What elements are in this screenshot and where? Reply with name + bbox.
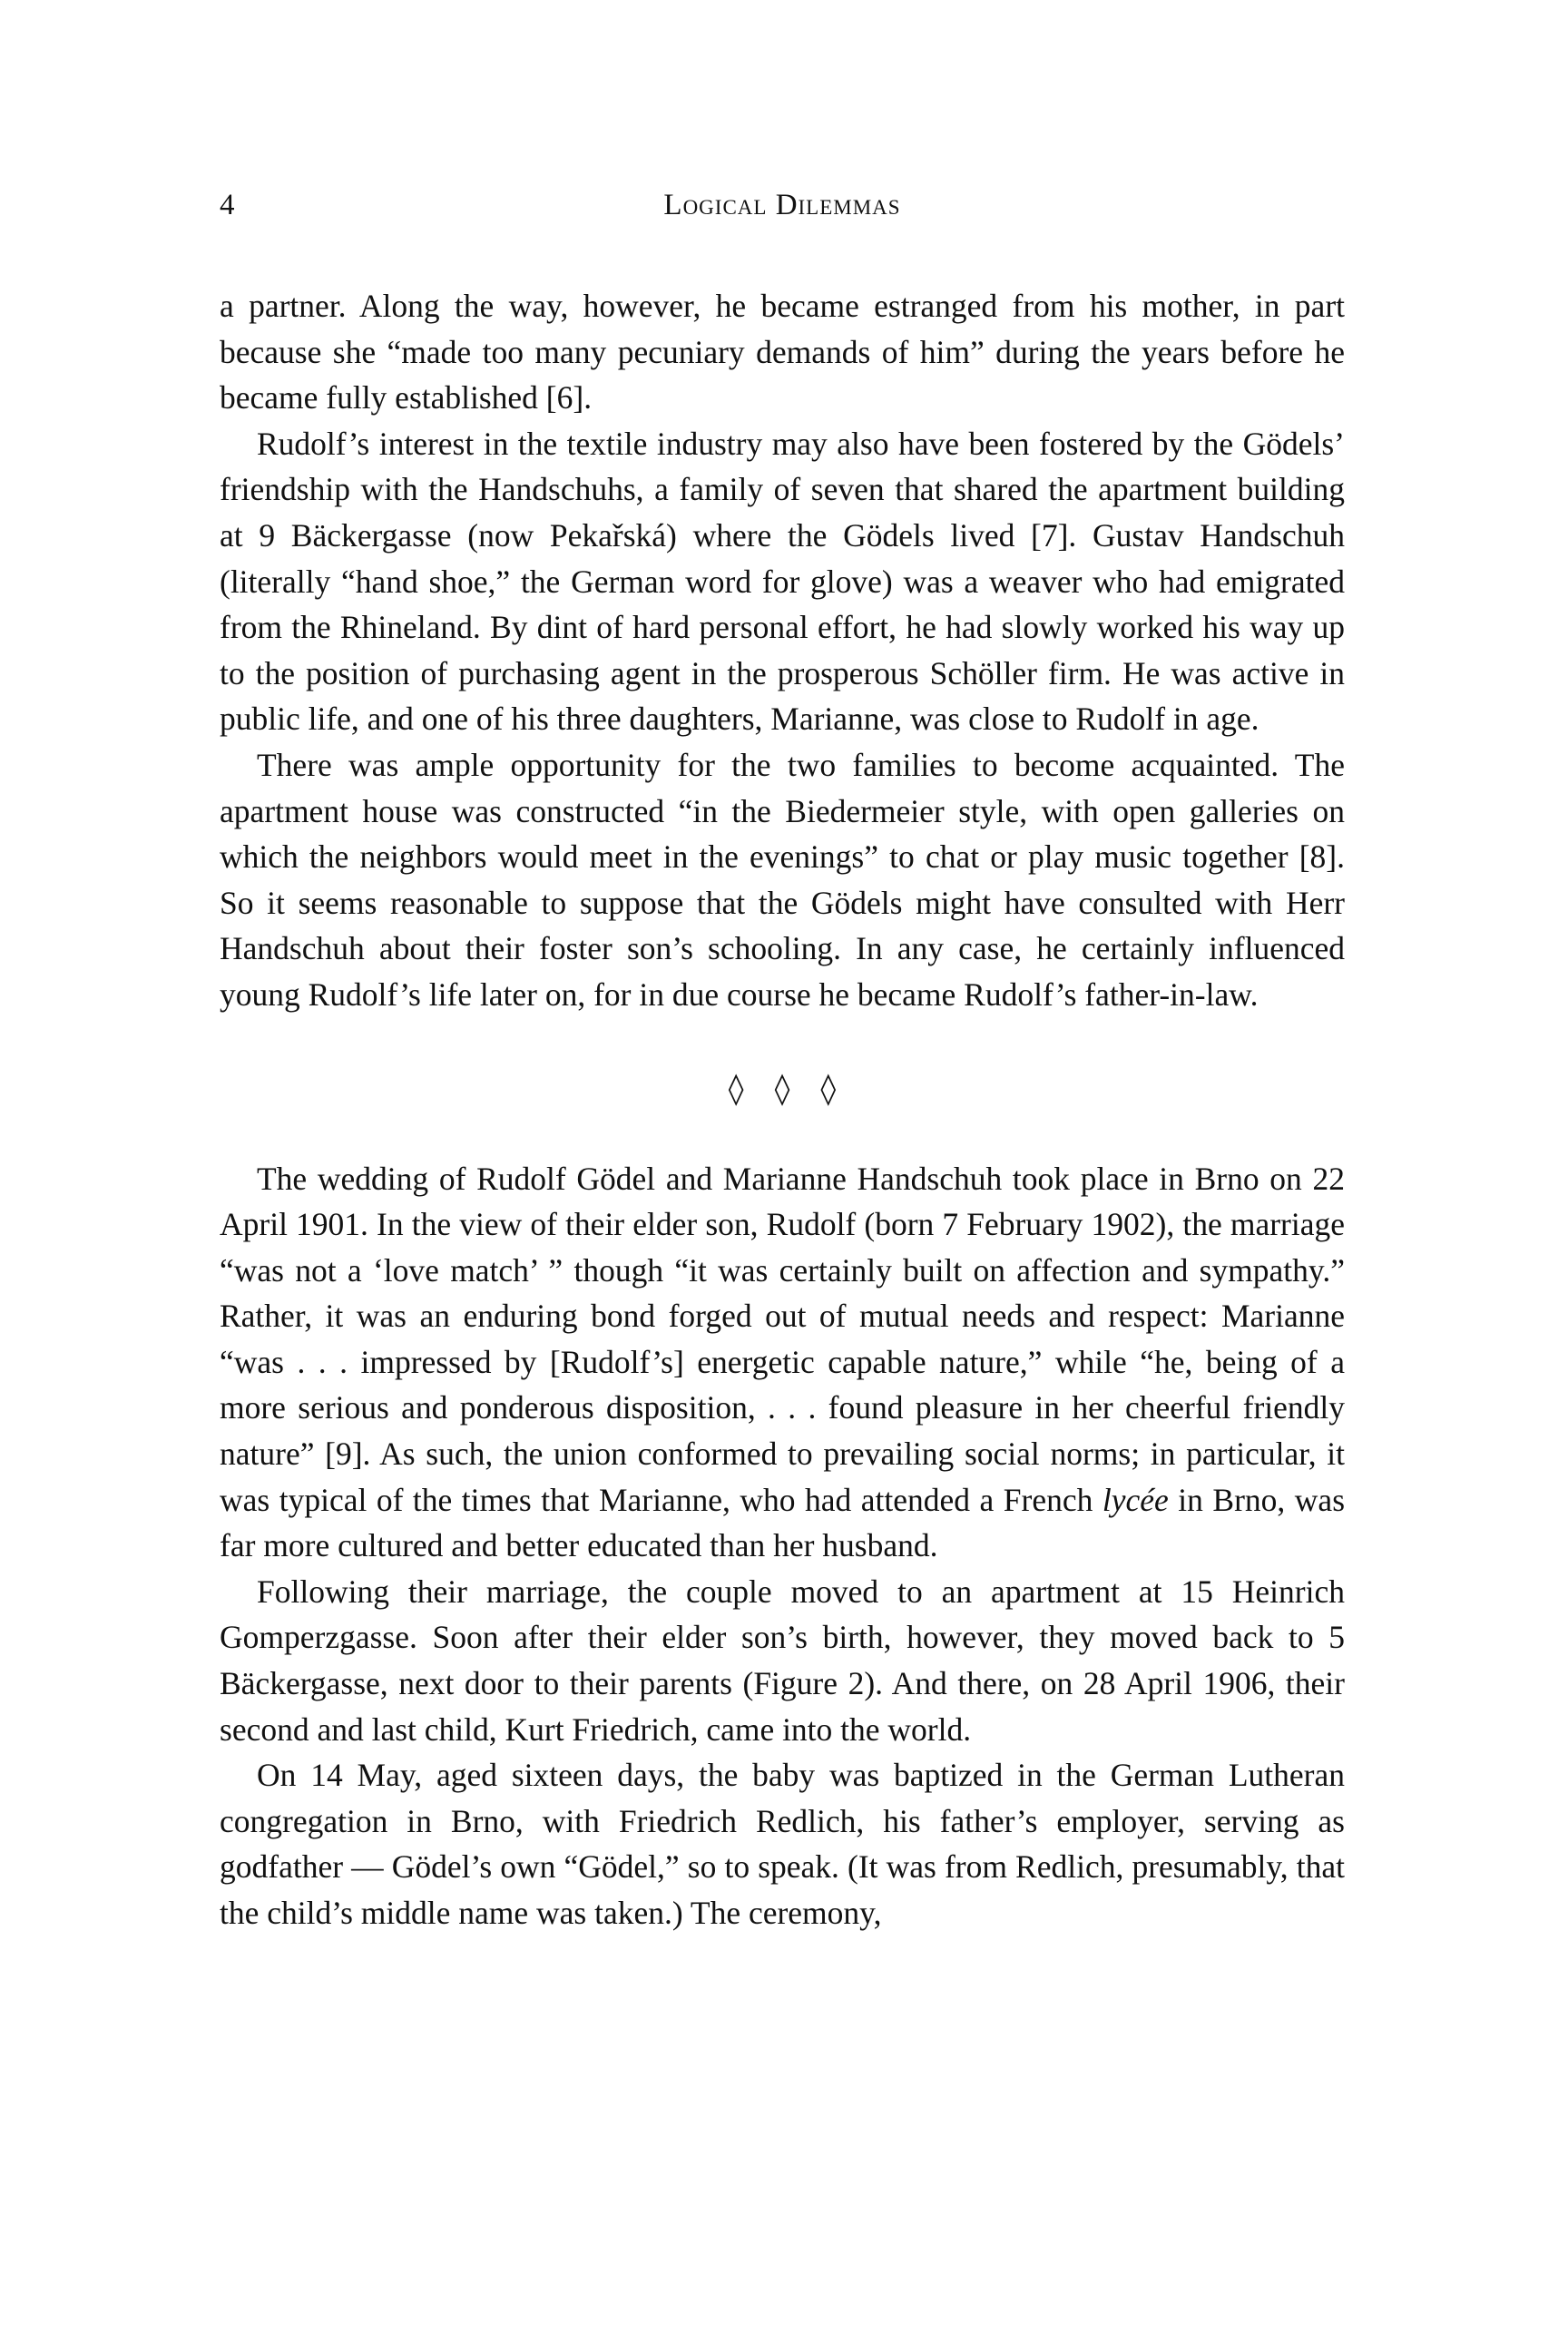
paragraph: There was ample opportunity for the two families to become acquainted. The apartment house was constructed “in the Biedermeier style, with open galleries on which the neighbors would meet in the evenings” to chat or play music together [8]. So it seems reasonable to suppose that the Gödels might have consulted with Herr Handschuh about their foster son’s schooling. In any case, he certainly influenced young Rudolf’s life later on, for in due course he became Rudolf’s father-in-law. xyxy=(220,746,1345,1013)
page-number: 4 xyxy=(220,189,235,221)
section-break xyxy=(220,1018,1345,1156)
paragraph xyxy=(220,1156,1345,1569)
body-text xyxy=(220,283,1345,1936)
paragraph: a partner. Along the way, however, he became estranged from his mother, in part because she “made too many pecuniary demands of him” during the years before he became fully established [6]. xyxy=(220,288,1345,416)
text-run: The wedding of Rudolf Gödel and Marianne Handschuh took place in Brno on 22 April 1901. In the view of their elder son, Rudolf (born 7 February 1902), the marriage “was not a ‘love match’ ” though “it was certainly built on affection and sympathy.” Rather, it was an enduring bond forged out of mutual needs and respect: Marianne “was . . . impressed by [Rudolf’s] energetic capable nature,” while “he, being of a more serious and ponderous disposition, . . . found pleasure in her cheerful friendly nature” [9]. As such, the union conformed to prevailing social norms; in particular, it was typical of the times that Marianne, who had attended a French xyxy=(220,1160,1345,1518)
page-header xyxy=(220,189,1345,234)
text-run: in Brno, was far more cultured and better educated than her husband. xyxy=(220,1481,1346,1564)
paragraph: On 14 May, aged sixteen days, the baby was baptized in the German Lutheran congregation in Brno, with Friedrich Redlich, his father’s employer, serving as godfather — Gödel’s own “Gödel,” so to speak. (It was from Redlich, presumably, that the child’s middle name was taken.) The ceremony, xyxy=(220,1757,1345,1931)
running-head: Logical Dilemmas xyxy=(663,189,901,221)
diamond-ornament: ◊ xyxy=(728,1071,744,1108)
diamond-ornament: ◊ xyxy=(820,1071,837,1108)
diamond-ornament: ◊ xyxy=(774,1071,790,1108)
paragraph: Following their marriage, the couple moved to an apartment at 15 Heinrich Gomperzgasse. Soon after their elder son’s birth, however, they moved back to 5 Bäckergasse, next door to their parents (Figure 2). And there, on 28 April 1906, their second and last child, Kurt Friedrich, came into the world. xyxy=(220,1573,1345,1748)
paragraph: Rudolf’s interest in the textile industry may also have been fostered by the Gödels’ friendship with the Handschuhs, a family of seven that shared the apartment building at 9 Bäckergasse (now Pekařská) where the Gödels lived [7]. Gustav Handschuh (literally “hand shoe,” the German word for glove) was a weaver who had emigrated from the Rhineland. By dint of hard personal effort, he had slowly worked his way up to the position of purchasing agent in the prosperous Schöller firm. He was active in public life, and one of his three daughters, Marianne, was close to Rudolf in age. xyxy=(220,425,1345,738)
italic-term: lycée xyxy=(1102,1481,1169,1518)
